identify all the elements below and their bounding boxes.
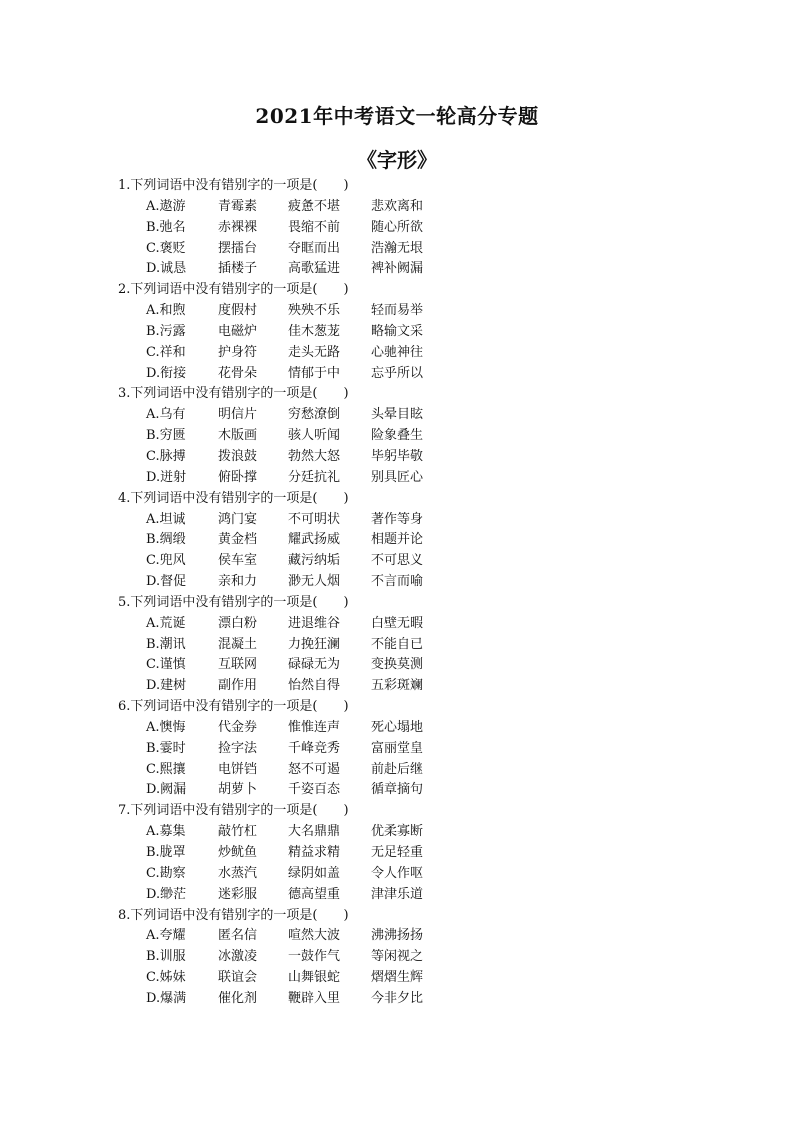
option-word: 今非夕比 [371,990,424,1006]
question-list [118,176,618,1010]
question-block [118,384,618,488]
option-word: 不可思义 [371,553,424,569]
option-row [118,551,618,572]
option-label-word: C.勘察 [146,865,186,881]
option-word: 亲和力 [218,574,258,590]
option-word: 黄金档 [218,532,258,548]
option-word: 轻而易举 [371,303,424,319]
page-subtitle: 《字形》 [357,148,437,172]
option-row [118,926,618,947]
option-word: 匿名信 [218,928,258,944]
option-word: 不言而喻 [371,574,424,590]
option-word: 五彩斑斓 [371,678,424,694]
option-word: 悲欢离和 [371,198,424,214]
option-row [118,530,618,551]
option-label-word: D.缈茫 [146,886,187,902]
option-row [118,614,618,635]
option-label-word: B.绸缎 [146,532,186,548]
option-row [118,676,618,697]
option-word: 迷彩服 [218,886,258,902]
question-stem: 6.下列词语中没有错别字的一项是( ) [118,699,349,715]
option-word: 喧然大波 [288,928,341,944]
option-label-word: D.爆满 [146,990,187,1006]
option-word: 电饼铛 [218,761,258,777]
option-label-word: B.训服 [146,949,186,965]
option-row [118,239,618,260]
option-word: 催化剂 [218,990,258,1006]
option-word: 不能自已 [371,636,424,652]
option-label-word: A.和煦 [146,303,186,319]
option-row [118,864,618,885]
option-row [118,989,618,1010]
option-label-word: A.乌有 [146,407,186,423]
question-stem: 3.下列词语中没有错别字的一项是( ) [118,386,349,402]
option-word: 山舞银蛇 [288,970,341,986]
option-word: 代金券 [218,719,258,735]
option-label-word: B.胧罩 [146,845,186,860]
question-block [118,176,618,280]
question-stem: 8.下列词语中没有错别字的一项是( ) [118,907,349,923]
option-word: 漂白粉 [218,615,258,631]
option-label-word: C.脉搏 [146,448,186,464]
option-word: 摆擂台 [218,240,258,256]
option-word: 混凝土 [218,636,258,652]
option-row [118,197,618,218]
option-word: 疲惫不堪 [288,198,341,214]
option-word: 别具匠心 [371,469,424,485]
option-label-word: B.污露 [146,323,186,339]
option-word: 变换莫测 [371,657,424,673]
option-word: 水蒸汽 [218,865,258,881]
option-word: 侯车室 [218,553,258,569]
option-word: 富丽堂皇 [371,740,424,756]
option-word: 畏缩不前 [288,219,341,235]
option-word: 情郁于中 [288,365,341,381]
question-stem: 2.下列词语中没有错别字的一项是( ) [118,282,349,298]
option-label-word: A.遨游 [146,198,186,214]
option-row [118,468,618,489]
question-block [118,489,618,593]
option-word: 电磁炉 [218,323,258,339]
question-block [118,697,618,801]
option-word: 津津乐道 [371,886,424,902]
option-row [118,405,618,426]
option-word: 联谊会 [218,970,258,986]
option-label-word: D.迸射 [146,469,187,485]
question-stem: 5.下列词语中没有错别字的一项是( ) [118,594,349,610]
option-word: 熠熠生辉 [371,970,424,986]
option-label-word: D.诚恳 [146,261,187,277]
option-word: 随心所欲 [371,219,424,235]
option-label-word: D.衔接 [146,365,187,381]
option-word: 鞭辟入里 [288,990,341,1006]
option-word: 度假村 [218,303,258,319]
option-word: 渺无人烟 [288,574,341,590]
option-row [118,322,618,343]
option-word: 前赴后继 [371,761,424,777]
option-word: 力挽狂澜 [288,636,341,652]
option-row [118,218,618,239]
option-row [118,447,618,468]
option-label-word: A.夸耀 [146,928,186,944]
option-row [118,739,618,760]
option-word: 略输文采 [371,323,424,339]
option-word: 护身符 [218,344,258,360]
option-row [118,718,618,739]
option-word: 冰激凌 [218,949,258,965]
option-word: 藏污纳垢 [288,553,341,569]
option-word: 夺眶而出 [288,240,341,256]
option-word: 分廷抗礼 [288,469,341,485]
option-word: 精益求精 [288,845,341,860]
option-word: 死心塌地 [371,719,424,735]
option-row [118,968,618,989]
option-row [118,510,618,531]
option-word: 插楼子 [218,261,258,277]
option-word: 骇人听闻 [288,428,341,444]
option-row [118,780,618,801]
question-stem: 1.下列词语中没有错别字的一项是( ) [118,178,349,193]
option-word: 绿阴如盖 [288,865,341,881]
option-row [118,635,618,656]
option-row [118,259,618,280]
option-word: 捡字法 [218,740,258,756]
option-row [118,301,618,322]
option-label-word: B.霎时 [146,740,186,756]
option-word: 拨浪鼓 [218,448,258,464]
option-label-word: A.懊悔 [146,719,186,735]
option-word: 浩瀚无垠 [371,240,424,256]
option-label-word: A.坦诚 [146,511,186,527]
option-word: 青霉素 [218,198,258,214]
option-word: 著作等身 [371,511,424,527]
option-word: 毕躬毕敬 [371,448,424,464]
option-word: 高歌猛进 [288,261,341,277]
question-block [118,801,618,905]
option-label-word: C.兜风 [146,553,186,569]
question-block [118,280,618,384]
option-word: 明信片 [218,407,258,423]
option-label-word: C.姊妹 [146,970,186,986]
question-block [118,906,618,1010]
option-word: 不可明状 [288,511,341,527]
option-label-word: B.潮讯 [146,636,186,652]
option-word: 大名鼎鼎 [288,824,341,840]
option-word: 相题并论 [371,532,424,548]
option-word: 白壁无暇 [371,615,424,631]
option-row [118,572,618,593]
page-title: 2021年中考语文一轮高分专题 [255,104,539,128]
option-word: 俯卧撑 [218,469,258,485]
option-word: 无足轻重 [371,845,424,860]
option-word: 穷愁潦倒 [288,407,341,423]
option-word: 忘乎所以 [371,365,424,381]
option-word: 令人作呕 [371,865,424,881]
option-row [118,760,618,781]
option-word: 互联网 [218,657,258,673]
option-word: 赤裸裸 [218,219,258,235]
option-word: 殃殃不乐 [288,303,341,319]
option-word: 胡萝卜 [218,782,258,798]
option-word: 花骨朵 [218,365,258,381]
option-word: 一鼓作气 [288,949,341,965]
question-block [118,593,618,697]
option-word: 炒鱿鱼 [218,845,258,860]
option-word: 循章摘句 [371,782,424,798]
option-row [118,426,618,447]
option-row [118,843,618,864]
option-word: 进退维谷 [288,615,341,631]
option-word: 德高望重 [288,886,341,902]
option-word: 怒不可遏 [288,761,341,777]
option-word: 裨补阙漏 [371,261,424,277]
option-label-word: D.督促 [146,574,187,590]
option-row [118,822,618,843]
option-row [118,364,618,385]
option-word: 勃然大怒 [288,448,341,464]
option-label-word: D.阙漏 [146,782,187,798]
option-word: 沸沸扬扬 [371,928,424,944]
option-label-word: A.荒诞 [146,615,186,631]
option-word: 走头无路 [288,344,341,360]
option-word: 险象叠生 [371,428,424,444]
option-label-word: C.熙攘 [146,761,186,777]
option-word: 敲竹杠 [218,824,258,840]
option-word: 怡然自得 [288,678,341,694]
option-row [118,343,618,364]
option-word: 碌碌无为 [288,657,341,673]
option-row [118,655,618,676]
option-label-word: C.谨慎 [146,657,186,673]
option-word: 等闲视之 [371,949,424,965]
option-word: 耀武扬威 [288,532,341,548]
option-word: 副作用 [218,678,258,694]
option-word: 木版画 [218,428,258,444]
option-word: 鸿门宴 [218,511,258,527]
option-word: 惟惟连声 [288,719,341,735]
option-label-word: A.募集 [146,824,186,840]
option-word: 千峰竞秀 [288,740,341,756]
option-word: 心驰神往 [371,344,424,360]
option-row [118,885,618,906]
option-label-word: C.褒贬 [146,240,186,256]
option-label-word: C.祥和 [146,344,186,360]
option-label-word: B.弛名 [146,219,186,235]
option-word: 头晕目眩 [371,407,424,423]
option-row [118,947,618,968]
question-stem: 7.下列词语中没有错别字的一项是( ) [118,803,349,819]
option-label-word: B.穷匮 [146,428,186,444]
question-stem: 4.下列词语中没有错别字的一项是( ) [118,490,349,506]
option-word: 佳木葱茏 [288,323,341,339]
option-word: 千姿百态 [288,782,341,798]
option-label-word: D.建树 [146,678,187,694]
option-word: 优柔寡断 [371,824,424,840]
